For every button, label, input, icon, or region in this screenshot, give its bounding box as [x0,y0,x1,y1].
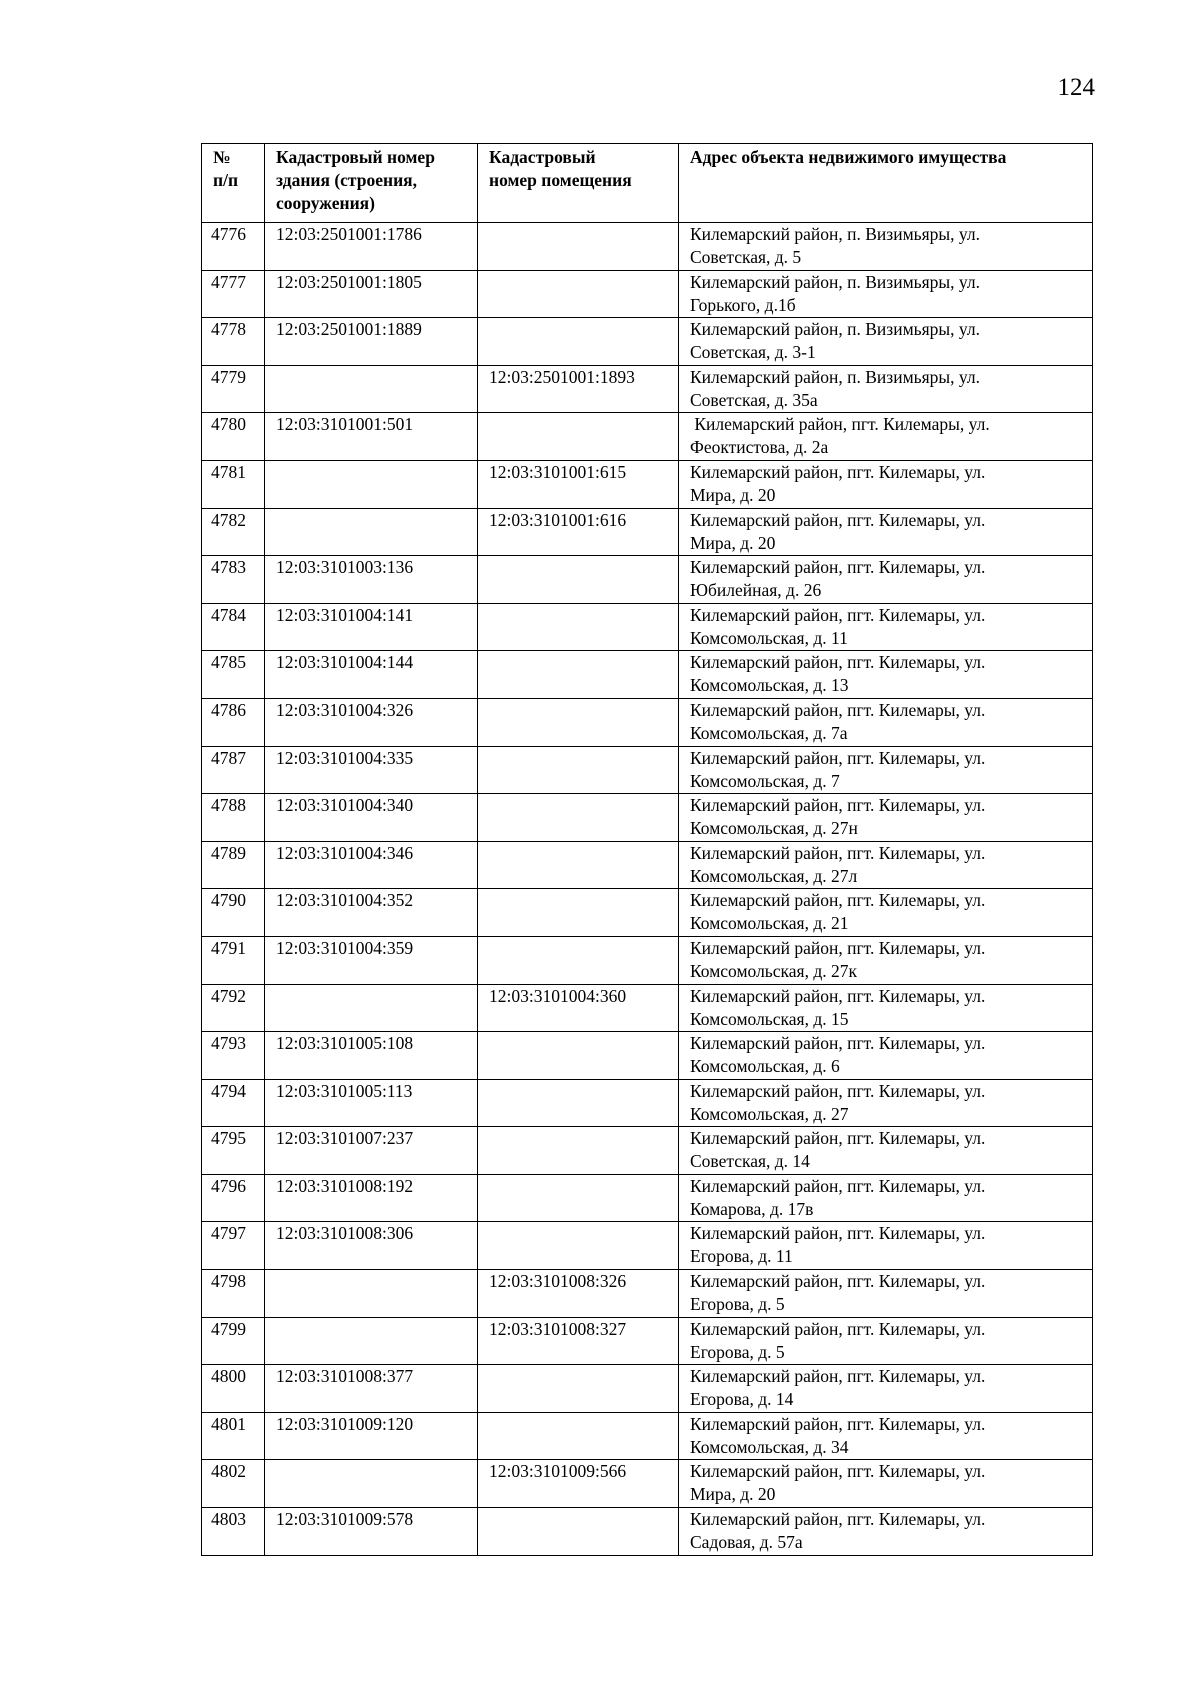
row-number-cell: 4791 [202,936,265,984]
table-row [202,1127,1093,1175]
address-cell [679,223,1093,271]
address-line: Килемарский район, пгт. Килемары, ул. [690,699,986,720]
address-cell [679,413,1093,461]
address-line: Егорова, д. 5 [690,1341,785,1362]
address-line: Килемарский район, п. Визимьяры, ул. [690,366,981,387]
building-cadastral-number-cell: 12:03:3101009:578 [265,1508,478,1556]
address-line: Килемарский район, пгт. Килемары, ул. [690,1033,986,1054]
room-cadastral-number-cell [478,1174,679,1222]
building-cadastral-number-cell [265,508,478,556]
table-row [202,1460,1093,1508]
table-row [202,1317,1093,1365]
row-number-cell: 4798 [202,1270,265,1318]
room-cadastral-number-cell [478,223,679,271]
table-row [202,746,1093,794]
building-cadastral-number-cell: 12:03:3101005:113 [265,1079,478,1127]
address-line: Комсомольская, д. 27л [690,865,858,886]
address-cell [679,1412,1093,1460]
address-line: Комсомольская, д. 21 [690,913,849,934]
row-number-cell: 4784 [202,603,265,651]
address-line: Егорова, д. 5 [690,1294,785,1315]
row-number-cell: 4802 [202,1460,265,1508]
building-cadastral-number-cell: 12:03:3101007:237 [265,1127,478,1175]
address-line: Килемарский район, пгт. Килемары, ул. [690,1080,986,1101]
address-line: Комсомольская, д. 7а [690,722,848,743]
address-cell [679,1270,1093,1318]
room-cadastral-number-cell [478,1365,679,1413]
building-cadastral-number-cell: 12:03:3101008:192 [265,1174,478,1222]
room-cadastral-number-cell: 12:03:2501001:1893 [478,365,679,413]
row-number-cell: 4800 [202,1365,265,1413]
building-cadastral-number-cell: 12:03:3101004:141 [265,603,478,651]
room-cadastral-number-cell [478,794,679,842]
room-cadastral-number-cell [478,1079,679,1127]
building-cadastral-number-cell: 12:03:3101008:377 [265,1365,478,1413]
row-number-cell: 4799 [202,1317,265,1365]
building-cadastral-number-cell [265,1317,478,1365]
address-line: Комсомольская, д. 15 [690,1008,849,1029]
table-row [202,1365,1093,1413]
address-line: Горького, д.1б [690,294,796,315]
address-cell [679,984,1093,1032]
room-cadastral-number-cell [478,318,679,366]
table-row [202,223,1093,271]
address-cell [679,1508,1093,1556]
address-cell [679,794,1093,842]
room-cadastral-number-cell [478,1032,679,1080]
room-cadastral-number-cell [478,1412,679,1460]
address-line: Комарова, д. 17в [690,1198,814,1219]
table-row [202,1508,1093,1556]
address-cell [679,1079,1093,1127]
address-line: Килемарский район, пгт. Килемары, ул. [690,1413,986,1434]
address-line: Мира, д. 20 [690,484,776,505]
table-row [202,413,1093,461]
address-cell [679,1174,1093,1222]
table-header-row [202,144,1093,223]
row-number-cell: 4797 [202,1222,265,1270]
address-cell [679,603,1093,651]
address-cell [679,1365,1093,1413]
table-row [202,556,1093,604]
room-cadastral-number-cell [478,746,679,794]
address-line: Килемарский район, п. Визимьяры, ул. [690,224,981,244]
building-cadastral-number-cell: 12:03:3101009:120 [265,1412,478,1460]
building-cadastral-number-cell: 12:03:2501001:1786 [265,223,478,271]
row-number-cell: 4792 [202,984,265,1032]
room-cadastral-number-cell: 12:03:3101008:326 [478,1270,679,1318]
room-cadastral-number-cell [478,651,679,699]
building-cadastral-number-cell [265,365,478,413]
address-cell [679,365,1093,413]
room-cadastral-number-cell [478,603,679,651]
room-cadastral-number-cell [478,413,679,461]
room-cadastral-number-cell: 12:03:3101004:360 [478,984,679,1032]
address-line: Килемарский район, пгт. Килемары, ул. [690,1366,986,1387]
room-cadastral-number-cell: 12:03:3101001:615 [478,460,679,508]
table-row [202,1032,1093,1080]
address-line: Килемарский район, пгт. Килемары, ул. [690,890,986,911]
address-cell [679,460,1093,508]
building-cadastral-number-cell: 12:03:3101004:326 [265,698,478,746]
header-building-cadastral-number: Кадастровый номер здания (строения, сооружения) [265,144,478,223]
room-cadastral-number-cell [478,1222,679,1270]
address-cell [679,651,1093,699]
address-cell [679,1127,1093,1175]
address-line: Килемарский район, пгт. Килемары, ул. [690,509,986,530]
address-line: Килемарский район, пгт. Килемары, ул. [690,1318,986,1339]
address-line: Комсомольская, д. 7 [690,770,840,791]
address-cell [679,1317,1093,1365]
building-cadastral-number-cell: 12:03:3101004:346 [265,841,478,889]
building-cadastral-number-cell [265,1270,478,1318]
table-body [202,223,1093,1556]
building-cadastral-number-cell [265,460,478,508]
address-line: Мира, д. 20 [690,1484,776,1505]
table-row [202,984,1093,1032]
address-cell [679,1032,1093,1080]
address-line: Килемарский район, пгт. Килемары, ул. [690,1461,986,1482]
address-line: Комсомольская, д. 27н [690,818,858,839]
address-line: Килемарский район, пгт. Килемары, ул. [690,604,986,625]
room-cadastral-number-cell [478,841,679,889]
header-room-cadastral-number: Кадастровый номер помещения [478,144,679,223]
table-row [202,270,1093,318]
table-row [202,698,1093,746]
address-cell [679,936,1093,984]
row-number-cell: 4783 [202,556,265,604]
address-line: Юбилейная, д. 26 [690,580,822,601]
address-line: Килемарский район, пгт. Килемары, ул. [690,1509,986,1530]
address-line: Килемарский район, пгт. Килемары, ул. [690,1271,986,1292]
address-line: Килемарский район, пгт. Килемары, ул. [690,461,986,482]
room-cadastral-number-cell [478,889,679,937]
row-number-cell: 4778 [202,318,265,366]
address-line: Килемарский район, пгт. Килемары, ул. [690,652,986,673]
address-cell [679,556,1093,604]
room-cadastral-number-cell: 12:03:3101008:327 [478,1317,679,1365]
address-line: Комсомольская, д. 27 [690,1103,849,1124]
building-cadastral-number-cell: 12:03:3101004:335 [265,746,478,794]
table-row [202,1222,1093,1270]
address-cell [679,318,1093,366]
row-number-cell: 4795 [202,1127,265,1175]
header-address: Адрес объекта недвижимого имущества [679,144,1093,223]
table-row [202,1174,1093,1222]
address-line: Егорова, д. 14 [690,1389,794,1410]
address-line: Килемарский район, п. Визимьяры, ул. [690,271,981,292]
building-cadastral-number-cell: 12:03:3101005:108 [265,1032,478,1080]
row-number-cell: 4779 [202,365,265,413]
row-number-cell: 4794 [202,1079,265,1127]
row-number-cell: 4801 [202,1412,265,1460]
row-number-cell: 4789 [202,841,265,889]
address-line: Килемарский район, пгт. Килемары, ул. [690,937,986,958]
address-cell [679,698,1093,746]
address-line: Килемарский район, пгт. Килемары, ул. [690,1175,986,1196]
building-cadastral-number-cell: 12:03:3101001:501 [265,413,478,461]
room-cadastral-number-cell: 12:03:3101001:616 [478,508,679,556]
room-cadastral-number-cell [478,270,679,318]
address-line: Килемарский район, пгт. Килемары, ул. [690,414,990,435]
address-line: Комсомольская, д. 13 [690,675,849,696]
address-line: Мира, д. 20 [690,532,776,553]
table-row [202,936,1093,984]
table-row [202,651,1093,699]
address-cell [679,1222,1093,1270]
row-number-cell: 4788 [202,794,265,842]
row-number-cell: 4780 [202,413,265,461]
building-cadastral-number-cell: 12:03:3101003:136 [265,556,478,604]
row-number-cell: 4781 [202,460,265,508]
building-cadastral-number-cell: 12:03:3101004:144 [265,651,478,699]
address-line: Комсомольская, д. 11 [690,627,848,648]
room-cadastral-number-cell [478,936,679,984]
page-number: 124 [1057,74,1095,101]
address-line: Килемарский район, пгт. Килемары, ул. [690,1128,986,1149]
table-row [202,889,1093,937]
building-cadastral-number-cell [265,984,478,1032]
table-row [202,365,1093,413]
address-cell [679,508,1093,556]
building-cadastral-number-cell [265,1460,478,1508]
address-line: Советская, д. 14 [690,1151,810,1172]
address-line: Комсомольская, д. 6 [690,1056,840,1077]
address-line: Советская, д. 5 [690,247,802,267]
building-cadastral-number-cell: 12:03:2501001:1805 [265,270,478,318]
row-number-cell: 4803 [202,1508,265,1556]
row-number-cell: 4785 [202,651,265,699]
building-cadastral-number-cell: 12:03:3101004:340 [265,794,478,842]
row-number-cell: 4796 [202,1174,265,1222]
address-line: Килемарский район, пгт. Килемары, ул. [690,747,986,768]
room-cadastral-number-cell [478,1127,679,1175]
address-cell [679,889,1093,937]
address-line: Комсомольская, д. 34 [690,1436,849,1457]
table-row [202,318,1093,366]
header-row-number: № п/п [202,144,265,223]
building-cadastral-number-cell: 12:03:3101004:352 [265,889,478,937]
table-row [202,508,1093,556]
address-line: Садовая, д. 57а [690,1532,803,1553]
table-row [202,460,1093,508]
row-number-cell: 4782 [202,508,265,556]
address-cell [679,746,1093,794]
building-cadastral-number-cell: 12:03:3101008:306 [265,1222,478,1270]
room-cadastral-number-cell [478,1508,679,1556]
table-row [202,1270,1093,1318]
row-number-cell: 4787 [202,746,265,794]
address-line: Советская, д. 3-1 [690,342,816,363]
row-number-cell: 4790 [202,889,265,937]
row-number-cell: 4786 [202,698,265,746]
address-line: Комсомольская, д. 27к [690,960,858,981]
address-line: Советская, д. 35а [690,389,818,410]
address-line: Килемарский район, пгт. Килемары, ул. [690,842,986,863]
address-line: Феоктистова, д. 2а [690,437,829,458]
room-cadastral-number-cell [478,698,679,746]
building-cadastral-number-cell: 12:03:2501001:1889 [265,318,478,366]
address-line: Килемарский район, п. Визимьяры, ул. [690,319,981,340]
table-row [202,603,1093,651]
room-cadastral-number-cell [478,556,679,604]
address-line: Егорова, д. 11 [690,1246,793,1267]
address-line: Килемарский район, пгт. Килемары, ул. [690,795,986,816]
address-cell [679,1460,1093,1508]
table-row [202,1412,1093,1460]
row-number-cell: 4776 [202,223,265,271]
address-line: Килемарский район, пгт. Килемары, ул. [690,557,986,578]
row-number-cell: 4777 [202,270,265,318]
table-row [202,1079,1093,1127]
property-registry-table [201,143,1093,1556]
address-line: Килемарский район, пгт. Килемары, ул. [690,985,986,1006]
address-cell [679,270,1093,318]
table-row [202,794,1093,842]
room-cadastral-number-cell: 12:03:3101009:566 [478,1460,679,1508]
building-cadastral-number-cell: 12:03:3101004:359 [265,936,478,984]
address-line: Килемарский район, пгт. Килемары, ул. [690,1223,986,1244]
row-number-cell: 4793 [202,1032,265,1080]
address-cell [679,841,1093,889]
table-row [202,841,1093,889]
